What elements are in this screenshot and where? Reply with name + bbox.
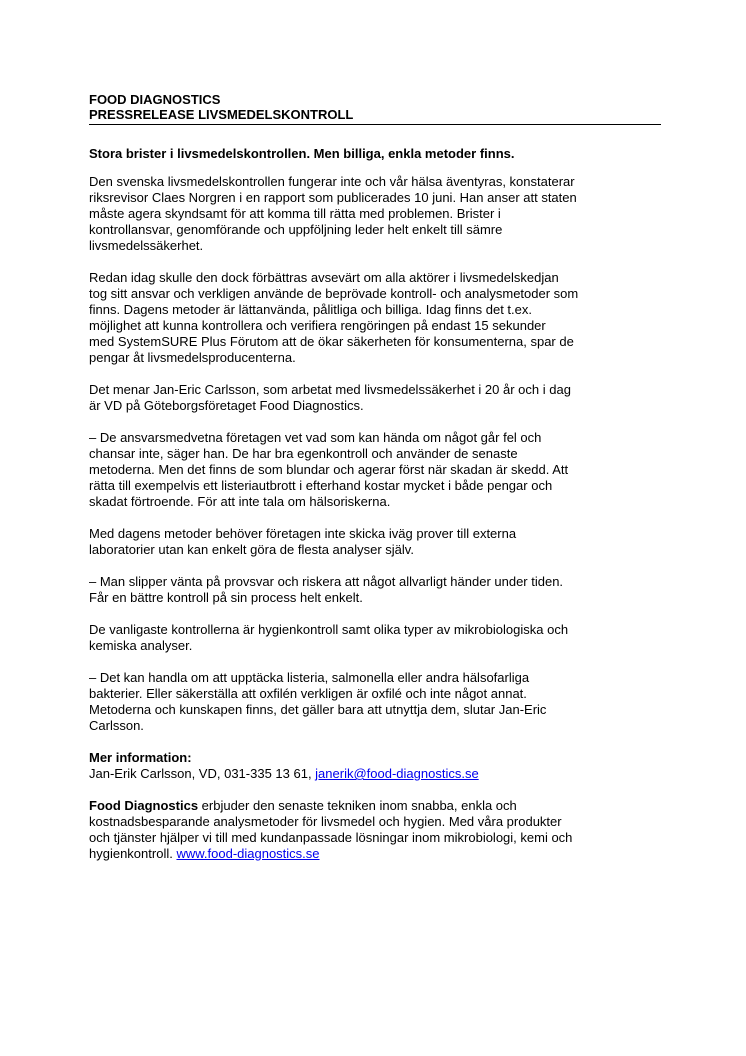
contact-details-line: [89, 766, 662, 782]
body-paragraph: [89, 430, 662, 510]
body-paragraph: [89, 574, 662, 606]
paragraph-line: – Man slipper vänta på provsvar och riskera att något allvarligt händer under tiden.: [89, 574, 564, 589]
about-line-1: [89, 798, 662, 814]
paragraph-line: chansar inte, säger han. De har bra egenkontroll och använder de senaste: [89, 446, 518, 461]
about-line-3: och tjänster hjälper vi till med kundanpassade lösningar inom mikrobiologi, kemi och: [89, 830, 573, 845]
paragraph-line: Det menar Jan-Eric Carlsson, som arbetat med livsmedelssäkerhet i 20 år och i dag: [89, 382, 571, 397]
press-headline: Stora brister i livsmedelskontrollen. Men billiga, enkla metoder finns.: [89, 146, 515, 161]
paragraph-line: Redan idag skulle den dock förbättras avsevärt om alla aktörer i livsmedelskedjan: [89, 270, 559, 285]
website-link[interactable]: www.food-diagnostics.se: [176, 846, 320, 861]
paragraph-line: metoderna. Men det finns de som blundar och agerar först när skadan är skedd. Att: [89, 462, 569, 477]
body-paragraph: [89, 670, 662, 734]
body-paragraph: [89, 174, 662, 254]
contact-heading: Mer information:: [89, 750, 192, 765]
about-line-1-text: erbjuder den senaste tekniken inom snabba, enkla och: [198, 798, 517, 813]
paragraph-line: – Det kan handla om att upptäcka listeria, salmonella eller andra hälsofarliga: [89, 670, 530, 685]
document-type: PRESSRELEASE LIVSMEDELSKONTROLL: [89, 107, 354, 122]
contact-block: [89, 750, 662, 782]
paragraph-line: måste agera skyndsamt för att komma till rätta med problemen. Brister i: [89, 206, 501, 221]
paragraph-line: är VD på Göteborgsföretaget Food Diagnostics.: [89, 398, 364, 413]
paragraph-line: De vanligaste kontrollerna är hygienkontroll samt olika typer av mikrobiologiska och: [89, 622, 569, 637]
contact-email-link[interactable]: janerik@food-diagnostics.se: [315, 766, 479, 781]
press-release-page: [89, 92, 662, 862]
paragraph-line: Carlsson.: [89, 718, 144, 733]
paragraph-line: – De ansvarsmedvetna företagen vet vad som kan hända om något går fel och: [89, 430, 542, 445]
paragraph-line: kontrollansvar, genomförande och uppföljning leder helt enkelt till sämre: [89, 222, 503, 237]
body-paragraphs: [89, 174, 662, 734]
about-company-block: [89, 798, 662, 862]
about-line-2: kostnadsbesparande analysmetoder för livsmedel och hygien. Med våra produkter: [89, 814, 562, 829]
body-paragraph: [89, 622, 662, 654]
paragraph-line: skadat förtroende. För att inte tala om hälsoriskerna.: [89, 494, 391, 509]
header-divider: [89, 124, 661, 125]
body-paragraph: [89, 526, 662, 558]
paragraph-line: kemiska analyser.: [89, 638, 193, 653]
about-line-4: [89, 846, 662, 862]
about-line-4-text: hygienkontroll.: [89, 846, 177, 861]
paragraph-line: Den svenska livsmedelskontrollen fungerar inte och vår hälsa äventyras, konstaterar: [89, 174, 575, 189]
company-name: FOOD DIAGNOSTICS: [89, 92, 221, 107]
paragraph-line: finns. Dagens metoder är lättanvända, pålitliga och billiga. Idag finns det t.ex.: [89, 302, 532, 317]
paragraph-line: Får en bättre kontroll på sin process helt enkelt.: [89, 590, 363, 605]
paragraph-line: Med dagens metoder behöver företagen inte skicka iväg prover till externa: [89, 526, 517, 541]
paragraph-line: Metoderna och kunskapen finns, det gäller bara att utnyttja dem, slutar Jan-Eric: [89, 702, 547, 717]
paragraph-line: riksrevisor Claes Norgren i en rapport som publicerades 10 juni. Han anser att staten: [89, 190, 577, 205]
contact-details: Jan-Erik Carlsson, VD, 031-335 13 61,: [89, 766, 316, 781]
paragraph-line: möjlighet att kunna kontrollera och verifiera rengöringen på endast 15 sekunder: [89, 318, 546, 333]
paragraph-line: rätta till exempelvis ett listeriautbrott i efterhand kostar mycket i både pengar och: [89, 478, 553, 493]
paragraph-line: pengar åt livsmedelsproducenterna.: [89, 350, 296, 365]
about-company-name: Food Diagnostics: [89, 798, 199, 813]
body-paragraph: [89, 270, 662, 366]
body-paragraph: [89, 382, 662, 414]
paragraph-line: laboratorier utan kan enkelt göra de flesta analyser själv.: [89, 542, 414, 557]
paragraph-line: tog sitt ansvar och verkligen använde de beprövade kontroll- och analysmetoder som: [89, 286, 579, 301]
paragraph-line: livsmedelssäkerhet.: [89, 238, 204, 253]
paragraph-line: med SystemSURE Plus Förutom att de ökar säkerheten för konsumenterna, spar de: [89, 334, 574, 349]
paragraph-line: bakterier. Eller säkerställa att oxfilén verkligen är oxfilé och inte något annat.: [89, 686, 527, 701]
